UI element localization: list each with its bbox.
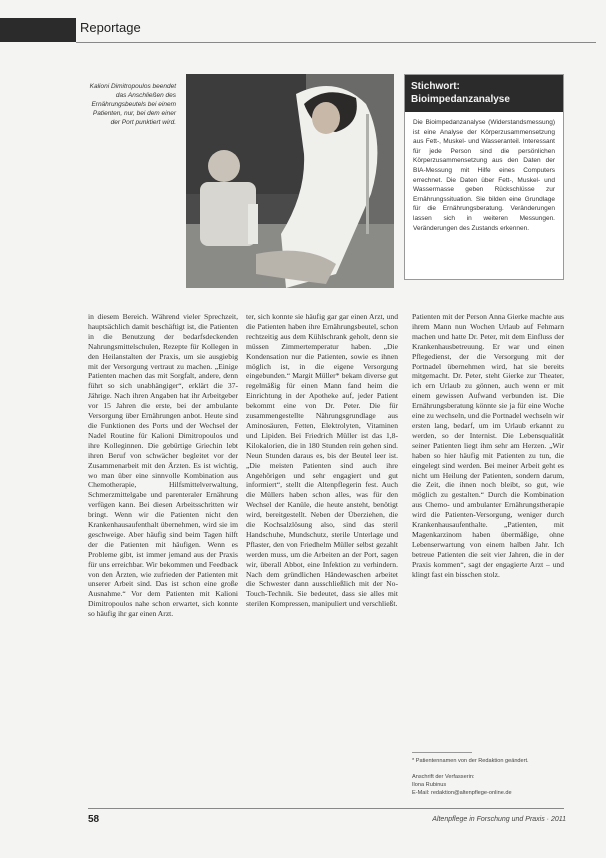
footnote-note: * Patientennamen von der Redaktion geändert. <box>412 758 529 764</box>
author-address: E-Mail: redaktion@altenpflege-online.de <box>412 790 512 796</box>
column-1-text: in diesem Bereich. Während vieler Sprechzeit, hauptsächlich damit beschäftigt ist, die Patienten in die Benutzung der bedarfsdeckenden Nahrungsmittelschulen, Rezepte für Kollegen in den Heilanstalten der Praxis, um sie ausgiebig mit der Versorgung vertraut zu machen. „Einige Patienten machen das mit Sorgfalt, andere, denn führt so sich unabhängiger“, erklärt die 37-Jährige. Nach ihren Angaben hat ihr Arbeitgeber vor 15 Jahren die erste, bei der ambulante Versorgung über Ernährungen anbot. Heute sind die Funktionen des Ports und der Wechsel der Nadel Routine für Kalioni Dimitropoulos und ihre Kolleginnen. Die gebürtige Griechin lebt ihren Beruf von schwächer begleitet vor der Zusammenarbeit mit den Ärzten. Es ist wichtig, wo man über eine sinnvolle Kombination aus Chemotherapie, Hilfsmittelverwaltung, Schmerzmittelgabe und parenteraler Ernährung verfügen kann. Bei diesen Arbeitsschritten wir bringt. Wenn wir die Patienten nicht den Krankenhausaufenthalt übernehmen, wird sie im geschweige. Aber häufig sind beim Tagen hilft der die Patienten mit häufigen. Wenn es Probleme gibt, ist immer jemand aus der Praxis für uns erreichbar. Wir bekommen und Feedback von den Ärzten, wie zufrieden der Patienten mit unserer Arbeit sind. Das ist schon eine große Ausnahme.“ Vor dem Patienten mit Kalioni Dimitropoulos nahe schon erwartet, sich konnte so häufig ihr gar einen Arzt. <box>88 312 238 619</box>
section-header-block <box>0 18 76 42</box>
header-rule <box>76 42 596 43</box>
footer-rule <box>88 808 564 809</box>
author-name: Ilona Rubinus <box>412 782 447 788</box>
page-number: 58 <box>88 814 100 825</box>
article-column-2 <box>246 312 398 609</box>
section-title: Reportage <box>80 20 141 35</box>
photo-illustration <box>186 74 394 288</box>
sidebar-header <box>405 75 563 112</box>
column-3-text: Patienten mit der Person Anna Gierke machte aus ihrem Mann nun Wochen Urlaub auf Fehmarn machen und hatte Dr. Peter, mit dem Einfluss der Krankenhausbetreuung. Er war und einen Pflegedienst, der die Versorgung mit der Portnadel übernehmen wird, hat sie bereits mitgemacht. Dr. Peter, steht Gierke zur Theater, ich ern Urlaub zu gönnen, auch wenn er mit einem gewissen Aufwand verbunden ist. Die Ernährungsberatung könnte sie ja für eine Woche eine zu wechseln, und die Portnadel wechseln wir ersten lang, bedarf, um im Urlaub erkannt zu werden, so der Internist. Die Lebensqualität seiner Patienten liegt ihm sehr am Herzen. „Wir haben so hier häufig mit Patienten zu tun, die eingelegt sind werden. Bei meiner Arbeit geht es nicht um Heilung der Patienten, sondern darum, die Zeit, die ihnen noch bleibt, so gut, wie möglich zu gestalten.“ Durch die Kombination aus Chemo- und ambulanter Ernährungstherapie wird die Patienten-Versorgung, weniger durch Krankenhausaufenthalte. „Patienten, mit Magenkarzinom haben übermäßige, ohne Lebenserwartung von einem halben Jahr. Ich betreue Patienten die seit vier Jahren, die in der Praxis kommen“, sagt der engagierte Arzt – und klingt fast ein bisschen stolz. <box>412 312 564 579</box>
footnote <box>412 752 572 797</box>
article-column-1 <box>88 312 238 619</box>
sidebar-box <box>404 74 564 280</box>
footnote-rule <box>412 752 472 753</box>
article-column-3 <box>412 312 564 579</box>
nurse-patient-photo <box>186 74 394 288</box>
column-2-text: ter, sich konnte sie häufig gar gar einen Arzt, und die Patienten haben ihre Ernährungsbeutel, schon rechtzeitig aus dem Kühlschrank geholt, denn sie müssen Zimmertemperatur haben. „Die Kondensation nur die Patienten, sowie es ihnen möglich ist, in die eigene Versorgung eingebunden.“ Margit Müller* bekam diverse gut regelmäßig für einen Mann fand heim die Einrichtung in der Apotheke auf, jeder Patient bekommt eine von Dr. Peter. Die für zusammengestellte Nährungsgrundlage aus Aminosäuren, Fetten, Elektrolyten, Vitaminen und Lipiden. Bei Friedrich Müller ist das 1,8-Kilokalorien, die in 180 Stunden rein gehen sind. Neun Stunden daraus es, bis der Beutel leer ist. „Die meisten Patienten sind auch ihre Angehörigen und sehr engagiert und gut informiert“, stellt die Altenpflegerin fest. Auch die Müllers haben schon alles, was für den Wechsel der Kanüle, die heute ansteht, benötigt wird, bereitgestellt. Neben der Überziehen, die die Kochsalzlösung also, sind das steril Handschuhe, Mundschutz, sterile Unterlage und Pflaster, den von Friedhelm Müller selbst gezahlt werden muss, um die Arbeiten an der Port, sagen wir, überall Abbot, eine Infektion zu verhindern. Nach dem gründlichen Händewaschen arbeitet die Schwester dann ausschließlich mit der No-Touch-Technik. Sie bedeutet, dass sie alles mit sterilen Kompressen, manipuliert und verschließt. <box>246 312 398 609</box>
photo-caption: Kalioni Dimitropoulos beendet das Anschließen des Ernährungsbeutels bei einem Patienten, nur, bei dem einer der Port punktiert wird. <box>89 83 176 126</box>
journal-name: Altenpflege in Forschung und Praxis · 2011 <box>432 816 566 823</box>
sidebar-body: Die Bioimpedanzanalyse (Widerstandsmessung) ist eine Analyse der Körperzusammensetzung aus Fett-, Muskel- und Wasseranteil. Interessant für jede Person sind die persönlichen Körperzusammensetzung aus den Daten der BIA-Messung mit Hilfe eines Computers errechnet. Die Daten über Fett-, Muskel- und Wassermasse geben Rückschlüsse zur Ernährungssituation. Sie bilden eine Grundlage für die Ernährungsberatung. Veränderungen lassen sich in weiteren Messungen. Veränderungen des Zustands erkennen. <box>413 119 555 232</box>
author-label: Anschrift der Verfasserin: <box>412 774 475 780</box>
sidebar-title-line1: Stichwort: <box>411 81 460 92</box>
sidebar-title-line2: Bioimpedanzanalyse <box>411 94 510 105</box>
